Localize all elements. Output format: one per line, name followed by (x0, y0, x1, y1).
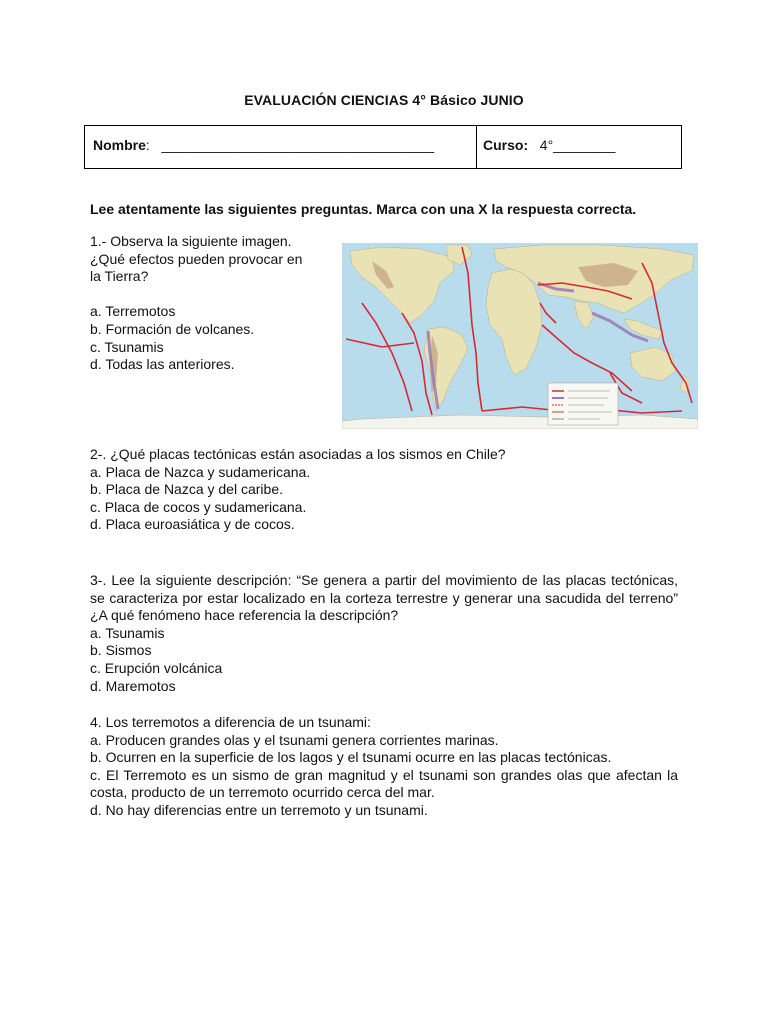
curso-cell (477, 126, 615, 168)
question-2-option-d[interactable]: d. Placa euroasiática y de cocos. (90, 516, 295, 533)
question-3 (90, 572, 678, 695)
curso-field[interactable]: 4°________ (539, 137, 616, 153)
question-2-option-b[interactable]: b. Placa de Nazca y del caribe. (90, 481, 283, 498)
world-map-image (342, 243, 698, 429)
question-4 (90, 714, 678, 820)
question-1-option-a[interactable]: a. Terremotos (90, 303, 176, 320)
nombre-field[interactable]: ___________________________________ (161, 137, 434, 153)
instructions: Lee atentamente las siguientes preguntas. Marca con una X la respuesta correcta. (90, 201, 637, 217)
question-1-line: 1.- Observa la siguiente imagen. (90, 233, 292, 249)
question-4-prompt: 4. Los terremotos a diferencia de un tsunami: (90, 714, 371, 730)
question-4-option-b[interactable]: b. Ocurren en la superficie de los lagos y el tsunami ocurre en las placas tectónicas. (90, 749, 612, 766)
question-2-option-a[interactable]: a. Placa de Nazca y sudamericana. (90, 463, 311, 480)
question-2 (90, 446, 690, 534)
question-1-option-d[interactable]: d. Todas las anteriores. (90, 356, 235, 373)
question-3-option-a[interactable]: a. Tsunamis (90, 624, 165, 641)
map-legend (548, 383, 618, 425)
nombre-colon: : (145, 137, 150, 153)
page-title: EVALUACIÓN CIENCIAS 4° Básico JUNIO (244, 92, 524, 108)
question-1-line: ¿Qué efectos pueden provocar en (90, 250, 303, 267)
question-1-option-c[interactable]: c. Tsunamis (90, 338, 164, 355)
question-2-prompt: 2-. ¿Qué placas tectónicas están asociadas a los sismos en Chile? (90, 446, 506, 462)
student-info-table (84, 125, 682, 169)
nombre-cell (85, 126, 477, 168)
question-1-option-b[interactable]: b. Formación de volcanes. (90, 320, 255, 337)
tectonic-plates-map (342, 243, 698, 429)
question-3-option-b[interactable]: b. Sismos (90, 642, 152, 659)
question-4-option-d[interactable]: d. No hay diferencias entre un terremoto y un tsunami. (90, 801, 428, 818)
question-1 (90, 233, 340, 374)
question-1-line: la Tierra? (90, 268, 149, 285)
nombre-label: Nombre (93, 137, 146, 153)
question-2-option-c[interactable]: c. Placa de cocos y sudamericana. (90, 498, 307, 515)
curso-label: Curso: (483, 137, 529, 153)
question-4-option-a[interactable]: a. Producen grandes olas y el tsunami genera corrientes marinas. (90, 731, 499, 748)
question-3-option-d[interactable]: d. Maremotos (90, 677, 176, 694)
question-3-option-c[interactable]: c. Erupción volcánica (90, 659, 223, 676)
question-3-prompt: 3-. Lee la siguiente descripción: “Se genera a partir del movimiento de las placas tectónicas, se caracteriza por estar localizado en la corteza terrestre y generar una sacudida del terreno” ¿A qué fenómeno hace referencia la descripción? (90, 572, 678, 624)
question-4-option-c[interactable]: c. El Terremoto es un sismo de gran magnitud y el tsunami son grandes olas que afectan la costa, producto de un terremoto ocurrido cerca del mar. (90, 766, 678, 801)
